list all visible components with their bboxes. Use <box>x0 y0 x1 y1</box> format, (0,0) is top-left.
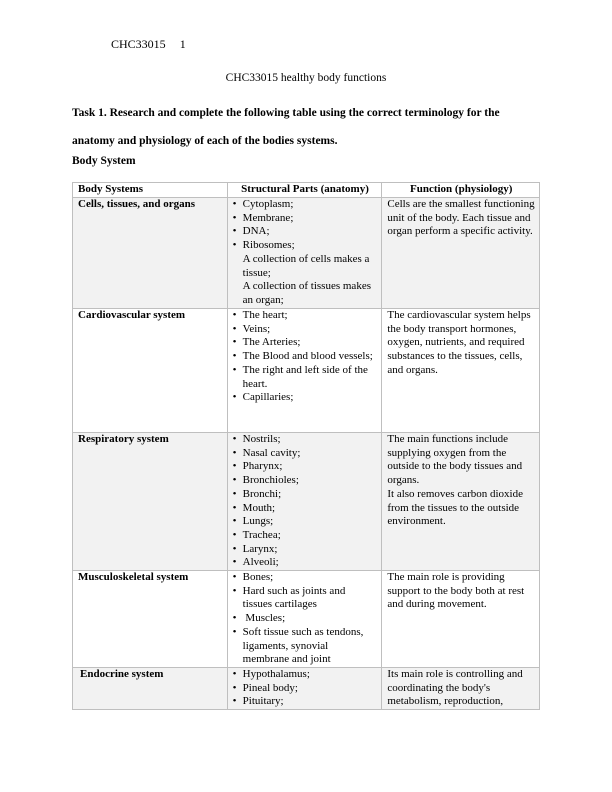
table-row <box>73 309 540 433</box>
list-item: • Cytoplasm; <box>233 198 378 212</box>
structural-parts-cell <box>227 433 382 571</box>
list-item: • The Blood and blood vessels; <box>233 350 378 364</box>
parts-list <box>233 668 378 709</box>
table-row <box>73 198 540 309</box>
function-cell: Its main role is controlling and coordinating the body's metabolism, reproduction, <box>382 667 540 709</box>
page-header <box>111 37 186 52</box>
list-item: • Muscles; <box>233 612 378 626</box>
list-item: • Membrane; <box>233 212 378 226</box>
header-body-systems: Body Systems <box>73 183 228 198</box>
list-item: • Bones; <box>233 571 378 585</box>
list-item: • Nostrils; <box>233 433 378 447</box>
list-item: • The Arteries; <box>233 336 378 350</box>
structural-parts-cell <box>227 667 382 709</box>
function-text-2: It also removes carbon dioxide from the tissues to the outside environment. <box>387 487 523 528</box>
system-name: Respiratory system <box>73 433 228 571</box>
structural-parts-cell <box>227 198 382 309</box>
system-name-text: Endocrine system <box>80 667 164 680</box>
list-item: • Capillaries; <box>233 391 378 405</box>
list-item: • Bronchi; <box>233 488 378 502</box>
function-cell: The cardiovascular system helps the body transport hormones, oxygen, nutrients, and required substances to the tissues, cells, and organs. <box>382 309 540 433</box>
page-number: 1 <box>179 37 186 51</box>
list-item: • Larynx; <box>233 543 378 557</box>
list-item: • Nasal cavity; <box>233 447 378 461</box>
list-item: • The right and left side of the heart. <box>233 364 378 391</box>
header-code: CHC33015 <box>111 37 166 51</box>
list-item: • Pituitary; <box>233 695 378 709</box>
parts-list <box>233 433 378 570</box>
function-text: The main functions include supplying oxygen from the outside to the body tissues and organs. <box>387 433 523 487</box>
list-item: • Ribosomes; <box>233 239 378 253</box>
table-header-row <box>73 183 540 198</box>
table-row <box>73 667 540 709</box>
list-item: • Alveoli; <box>233 556 378 570</box>
list-item: • The heart; <box>233 309 378 323</box>
list-item: • Trachea; <box>233 529 378 543</box>
parts-list <box>233 309 378 405</box>
list-item: • Lungs; <box>233 515 378 529</box>
table-row <box>73 433 540 571</box>
structural-parts-cell <box>227 571 382 668</box>
parts-list <box>233 198 378 308</box>
function-cell: Cells are the smallest functioning unit of the body. Each tissue and organ perform a specific activity. <box>382 198 540 309</box>
list-item: • Mouth; <box>233 502 378 516</box>
list-note: A collection of tissues makes an organ; <box>242 280 371 306</box>
table-row <box>73 571 540 668</box>
list-note: A collection of cells makes a tissue; <box>242 252 370 279</box>
list-item: • Pineal body; <box>233 682 378 696</box>
list-item: • Soft tissue such as tendons, ligaments, synovial membrane and joint <box>233 626 378 667</box>
function-cell <box>382 433 540 571</box>
list-item: • Bronchioles; <box>233 474 378 488</box>
system-name: Cardiovascular system <box>73 309 228 433</box>
parts-list <box>233 571 378 667</box>
list-item: • Hypothalamus; <box>233 668 378 682</box>
system-name: Musculoskeletal system <box>73 571 228 668</box>
section-label: Body System <box>72 155 136 167</box>
list-item: • DNA; <box>233 225 378 239</box>
header-structural-parts: Structural Parts (anatomy) <box>227 183 382 198</box>
list-item: • Hard such as joints and tissues cartilages <box>233 585 378 612</box>
task-instructions: Task 1. Research and complete the following table using the correct terminology for the anatomy and physiology of each of the bodies systems. <box>72 107 500 147</box>
list-item: • Veins; <box>233 323 378 337</box>
list-item: • Pharynx; <box>233 460 378 474</box>
system-name: Cells, tissues, and organs <box>73 198 228 309</box>
header-function: Function (physiology) <box>382 183 540 198</box>
document-title: CHC33015 healthy body functions <box>225 72 387 84</box>
body-systems-table <box>72 182 540 710</box>
function-cell: The main role is providing support to the body both at rest and during movement. <box>382 571 540 668</box>
structural-parts-cell <box>227 309 382 433</box>
system-name <box>73 667 228 709</box>
